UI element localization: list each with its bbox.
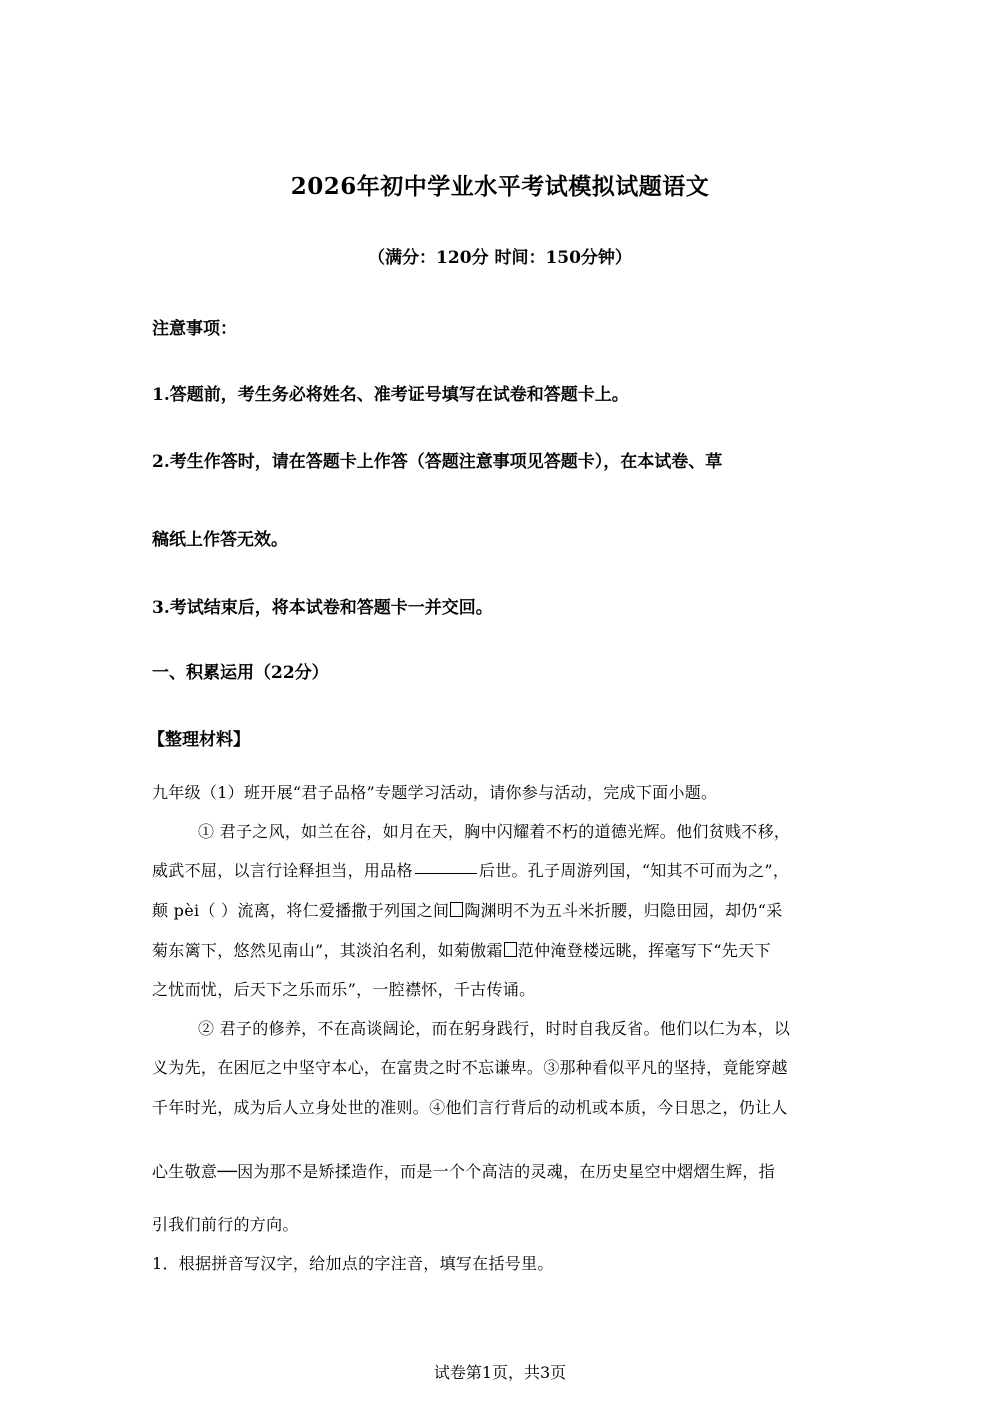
paragraph-2-line-2: 义为先，在困厄之中坚守本心，在富贵之时不忘谦卑。③那种看似平凡的坚持，竟能穿越 <box>152 1058 788 1077</box>
text-segment: 颠 pèi（ ）流离，将仁爱播撒于列国之间 <box>152 901 450 920</box>
paragraph-2-line-4: 心生敬意──因为那不是矫揉造作，而是一个个高洁的灵魂，在历史星空中熠熠生辉，指 <box>152 1162 775 1181</box>
text-segment: 陶渊明不为五斗米折腰，归隐田园，却仍“采 <box>464 901 783 920</box>
activity-intro: 九年级（1）班开展“君子品格”专题学习活动，请你参与活动，完成下面小题。 <box>152 783 718 802</box>
paragraph-2-line-3: 千年时光，成为后人立身处世的准则。④他们言行背后的动机或本质，今日思之，仍让人 <box>152 1098 788 1117</box>
section-1-heading: 一、积累运用（22分） <box>152 663 329 683</box>
punctuation-box <box>504 942 517 957</box>
notice-item-1: 1.答题前，考生务必将姓名、准考证号填写在试卷和答题卡上。 <box>152 385 629 405</box>
text-segment: 范仲淹登楼远眺，挥毫写下“先天下 <box>517 941 771 960</box>
notice-item-3: 3.考试结束后，将本试卷和答题卡一并交回。 <box>152 598 493 618</box>
notice-item-2-line-2: 稿纸上作答无效。 <box>152 530 288 550</box>
notice-heading: 注意事项： <box>152 319 237 339</box>
exam-subtitle: （满分：120分 时间：150分钟） <box>368 248 632 268</box>
punctuation-box <box>450 902 463 917</box>
paragraph-2-line-1: ② 君子的修养，不在高谈阔论，而在躬身践行，时时自我反省。他们以仁为本，以 <box>198 1019 791 1038</box>
exam-title: 2026年初中学业水平考试模拟试题语文 <box>290 173 710 200</box>
fill-in-blank <box>415 873 477 874</box>
text-segment: 威武不屈，以言行诠释担当，用品格 <box>152 861 413 880</box>
page-footer: 试卷第1页，共3页 <box>433 1363 567 1382</box>
paragraph-1-line-5: 之忧而忧，后天下之乐而乐”，一腔襟怀，千古传诵。 <box>152 980 536 999</box>
text-segment: 后世。孔子周游列国，“知其不可而为之”， <box>478 861 790 880</box>
notice-item-2-line-1: 2.考生作答时，请在答题卡上作答（答题注意事项见答题卡），在本试卷、草 <box>152 452 723 472</box>
material-heading: 【整理材料】 <box>148 730 250 750</box>
paragraph-1-line-3 <box>152 898 783 921</box>
paragraph-1-line-4 <box>152 938 771 961</box>
text-segment: 菊东篱下，悠然见南山”，其淡泊名利，如菊傲霜 <box>152 941 503 960</box>
paragraph-1-line-2 <box>152 858 789 881</box>
question-1: 1．根据拼音写汉字，给加点的字注音，填写在括号里。 <box>152 1254 554 1273</box>
paragraph-2-line-5: 引我们前行的方向。 <box>152 1215 299 1234</box>
paragraph-1-line-1: ① 君子之风，如兰在谷，如月在天，胸中闪耀着不朽的道德光辉。他们贫贱不移， <box>198 822 791 841</box>
